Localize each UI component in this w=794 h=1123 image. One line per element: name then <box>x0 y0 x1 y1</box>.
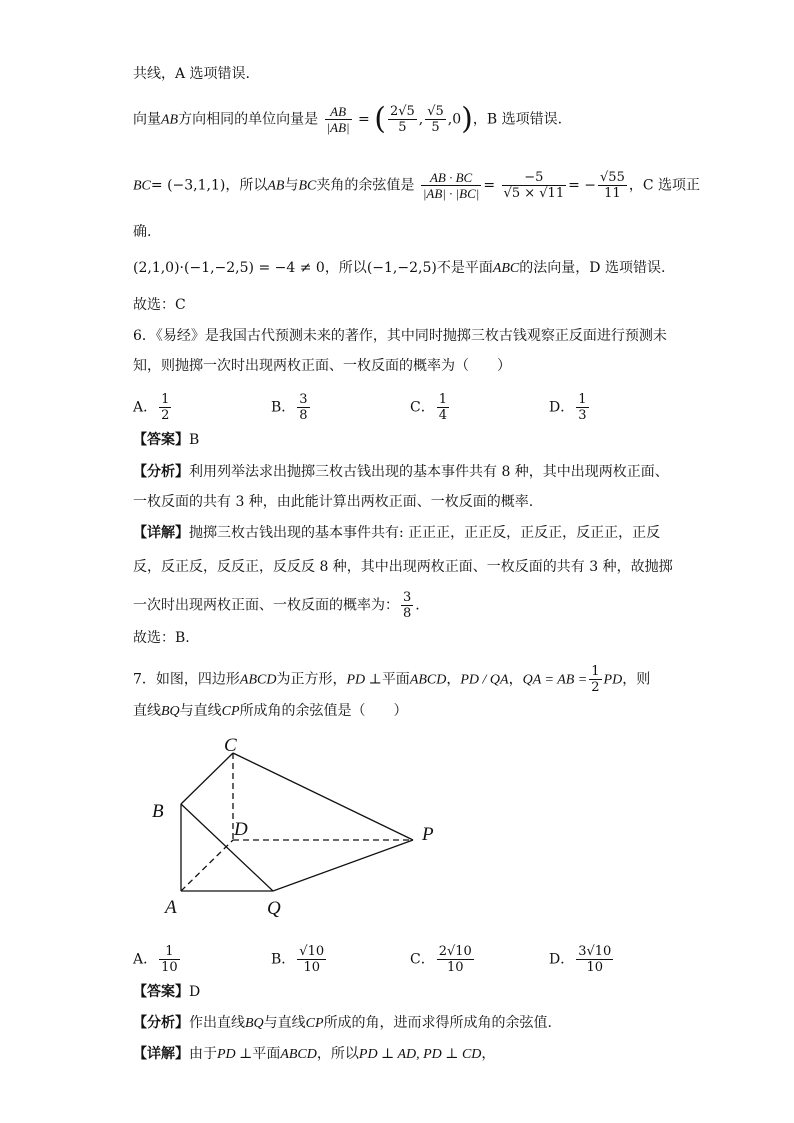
fraction <box>589 664 601 695</box>
text: 由于 <box>189 1046 217 1062</box>
numerator: 3 <box>299 392 308 407</box>
shape-name: ABCD <box>239 672 277 688</box>
numerator: 1 <box>438 392 447 407</box>
text: 所成角的余弦值是（ ） <box>239 703 408 719</box>
paren-open: ( <box>374 101 386 137</box>
denominator: √5 × √11 <box>503 186 565 201</box>
option-letter: B． <box>271 951 296 968</box>
fraction <box>425 104 446 135</box>
answer-tag: 【答案】 <box>133 432 189 448</box>
text: 的法向量，D 选项错误. <box>519 260 666 276</box>
edge-qp <box>273 840 413 891</box>
option-b <box>271 944 328 975</box>
vector-ab: AB <box>161 112 179 128</box>
numerator: 1 <box>165 944 174 959</box>
text: ，所以 <box>324 260 367 276</box>
label-b: B <box>152 801 164 822</box>
option-a <box>133 944 182 975</box>
expression: (2,1,0)·(−1,−2,5) = −4 ≠ 0 <box>133 260 325 276</box>
fraction <box>159 392 171 423</box>
label-p: P <box>422 824 434 845</box>
expression: (−1,−2,5) <box>366 260 437 276</box>
numerator: AB <box>330 104 347 119</box>
fraction <box>502 170 567 201</box>
answer-value: D <box>189 984 201 1000</box>
option-d <box>549 392 591 423</box>
vector-bc: BC <box>133 178 151 194</box>
line-name: BQ <box>161 704 180 719</box>
detail-line-3 <box>133 590 420 621</box>
label-a: A <box>165 897 177 918</box>
question-7-line-2 <box>133 701 408 722</box>
expression: QA = AB = <box>522 672 588 688</box>
numerator: 2√10 <box>438 944 472 959</box>
paren-close: ) <box>461 101 473 137</box>
text: . <box>415 597 420 614</box>
numerator: AB · BC <box>429 170 473 185</box>
text: 平面 <box>381 671 410 688</box>
text: 为正方形， <box>276 671 347 688</box>
text: ， <box>446 671 461 688</box>
answer-line <box>133 982 200 1002</box>
fraction <box>325 104 352 135</box>
text: 与直线 <box>179 703 222 719</box>
option-c <box>410 944 476 975</box>
option-c <box>410 392 451 423</box>
analysis-line-2: 一枚反面的共有 3 种，由此能计算出两枚正面、一枚反面的概率. <box>133 494 534 510</box>
fraction <box>576 392 588 423</box>
text: ， <box>481 1046 496 1062</box>
shape-name: ABCD <box>280 1047 317 1062</box>
vector-bc: BC <box>298 178 317 194</box>
text: ,0 <box>447 111 462 128</box>
question-6-line-1: 6．《易经》是我国古代预测未来的著作，其中同时抛掷三枚古钱观察正反面进行预测未 <box>133 328 667 344</box>
text: 所成的角，进而求得所成角的余弦值. <box>323 1015 553 1031</box>
shape-name: ABCD <box>409 672 447 688</box>
numerator: √5 <box>427 104 444 119</box>
text: 一次时出现两枚正面、一枚反面的概率为： <box>133 597 399 614</box>
option-d <box>549 944 615 975</box>
question-6-line-2: 知，则抛掷一次时出现两枚正面、一枚反面的概率为（ ） <box>133 358 511 374</box>
analysis-tag: 【分析】 <box>133 1015 189 1031</box>
expression: PD <box>603 672 623 688</box>
option-letter: A． <box>133 399 158 416</box>
text: 利用列举法求出抛掷三枚古钱出现的基本事件共有 8 种，其中出现两枚正面、 <box>189 464 669 480</box>
question-7-line-1 <box>133 664 650 695</box>
geometry-figure <box>140 728 460 923</box>
detail-line-2: 反，反正反，反反正，反反反 8 种，其中出现两枚正面、一枚反面的共有 3 种，故抛掷 <box>133 559 673 575</box>
text: 平面 <box>252 1046 281 1062</box>
expression: PD / QA <box>460 672 509 688</box>
text: 不是平面 <box>436 260 493 276</box>
edge-ad-hidden <box>181 840 233 891</box>
edge-bq <box>181 804 273 891</box>
detail-tag: 【详解】 <box>133 525 189 541</box>
detail-tag: 【详解】 <box>133 1046 189 1062</box>
text: 直线 <box>133 703 161 719</box>
option-b <box>271 392 312 423</box>
denominator: 8 <box>403 606 412 621</box>
answer-value: B <box>189 432 200 448</box>
denominator: 8 <box>299 408 308 423</box>
detail-line-1 <box>133 523 660 543</box>
fraction <box>437 944 474 975</box>
text-line: 共线，A 选项错误. <box>133 66 251 82</box>
expression: PD ⊥ AD, PD ⊥ CD <box>358 1047 482 1062</box>
denominator: 11 <box>598 185 627 201</box>
numerator: √10 <box>299 944 325 959</box>
fraction <box>437 392 449 423</box>
text: ，所以 <box>316 1046 359 1062</box>
option-a <box>133 392 173 423</box>
choose-line: 故选：B. <box>133 630 190 646</box>
plane-name: ABC <box>492 261 520 276</box>
text-line-unit-vector: 向量AB方向相同的单位向量是 $\frac{AB}{|AB|}$ = ( $\frac{2√5}{5}$ , $\frac{√5}{5}$ ,0)，B 选项错误. <box>133 101 563 137</box>
numerator: −5 <box>524 170 544 185</box>
denominator: 2 <box>591 680 600 695</box>
denominator: 5 <box>425 119 446 135</box>
denominator: 10 <box>576 959 613 975</box>
numerator: 1 <box>591 664 600 679</box>
option-letter: D． <box>549 951 575 968</box>
denominator: |AB| · |BC| <box>422 186 480 201</box>
analysis-line-1 <box>133 462 669 482</box>
text: 作出直线 <box>189 1015 245 1031</box>
option-letter: C． <box>410 399 435 416</box>
text: 7．如图，四边形 <box>133 671 240 688</box>
text-line-cosine: BC= (−3,1,1)，所以AB与BC夹角的余弦值是 $\frac{AB \cdot BC}{|AB| \cdot |BC|}$ = $\frac{-5}{√5 \times √11}$ = − $\frac{√55}{11}$ ，C 选项正 <box>133 170 701 201</box>
text: 与 <box>284 177 299 194</box>
denominator: 10 <box>437 959 474 975</box>
fraction <box>297 392 309 423</box>
option-letter: D． <box>549 399 575 416</box>
numerator: 3√10 <box>578 944 612 959</box>
fraction <box>297 944 326 975</box>
option-letter: C． <box>410 951 435 968</box>
equals: = <box>358 111 370 128</box>
fraction <box>401 590 413 621</box>
denominator: 5 <box>388 119 417 135</box>
vector-ab: AB <box>267 178 285 194</box>
answer-tag: 【答案】 <box>133 984 189 1000</box>
text: 向量 <box>133 111 161 128</box>
option-letter: A． <box>133 951 158 968</box>
label-q: Q <box>267 898 281 919</box>
detail-line <box>133 1044 495 1065</box>
numerator: 2√5 <box>389 104 415 119</box>
text: ，则 <box>622 671 651 688</box>
denominator: 2 <box>161 408 170 423</box>
option-letter: B． <box>271 399 296 416</box>
denominator: 10 <box>297 959 326 975</box>
text-line-normal-vector <box>133 258 665 279</box>
text: 抛掷三枚古钱出现的基本事件共有: 正正正，正正反，正反正，反正正，正反 <box>189 525 661 541</box>
label-c: C <box>224 735 237 756</box>
denominator: 4 <box>438 408 447 423</box>
text: ，C 选项正 <box>628 177 701 194</box>
edge-bc <box>181 753 233 804</box>
text: 夹角的余弦值是 <box>316 177 415 194</box>
numerator: √55 <box>600 170 625 185</box>
expression: PD ⊥ <box>217 1047 253 1062</box>
text: 方向相同的单位向量是 <box>178 111 319 128</box>
analysis-tag: 【分析】 <box>133 464 189 480</box>
text: ，B 选项错误. <box>472 111 563 128</box>
text: ，所以 <box>225 177 268 194</box>
denominator: |AB| <box>326 120 350 135</box>
edge-cp <box>233 753 413 840</box>
text-line: 故选：C <box>133 297 186 313</box>
analysis-line <box>133 1013 552 1034</box>
text: ， <box>508 671 523 688</box>
fraction <box>388 104 417 135</box>
line-name: CP <box>221 704 240 719</box>
expression: PD ⊥ <box>346 672 382 688</box>
label-d: D <box>234 819 248 840</box>
line-name: CP <box>305 1016 324 1031</box>
denominator: 10 <box>161 960 178 975</box>
text: = (−3,1,1) <box>150 177 226 194</box>
numerator: 1 <box>578 392 587 407</box>
fraction <box>421 170 482 201</box>
denominator: 3 <box>578 408 587 423</box>
line-name: BQ <box>245 1016 264 1031</box>
numerator: 1 <box>161 392 170 407</box>
fraction <box>159 944 180 975</box>
fraction <box>576 944 613 975</box>
answer-line <box>133 430 199 450</box>
fraction <box>598 170 627 201</box>
text: 与直线 <box>263 1015 306 1031</box>
text-line: 确. <box>133 224 152 240</box>
numerator: 3 <box>403 590 412 605</box>
text: = − <box>568 177 597 194</box>
